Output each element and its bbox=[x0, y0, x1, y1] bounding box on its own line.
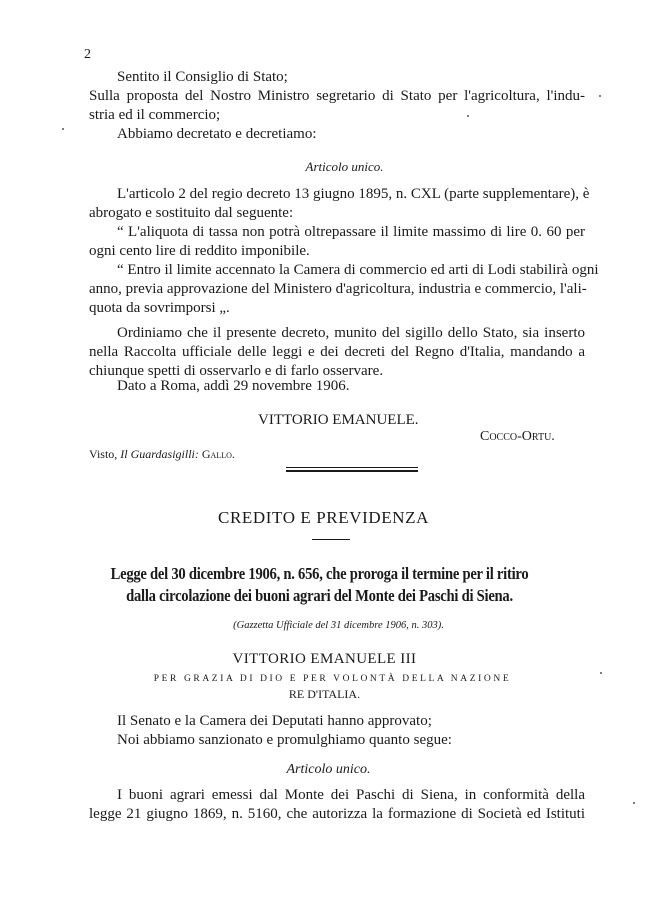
gazette-reference: (Gazzetta Ufficiale del 31 dicembre 1906, n. 303). bbox=[233, 620, 444, 631]
enacting-line-2: Noi abbiamo sanzionato e promulghiamo quanto segue: bbox=[117, 732, 452, 748]
section-title-rule bbox=[312, 539, 350, 540]
page-number: 2 bbox=[84, 47, 91, 62]
visto-name: Gallo. bbox=[201, 447, 235, 461]
law-title-line-2: dalla circolazione dei buoni agrari del Monte dei Paschi di Siena. bbox=[126, 586, 513, 605]
countersignature: Cocco-Ortu. bbox=[480, 429, 555, 444]
preamble-line-2: Sulla proposta del Nostro Ministro segretario di Stato per l'agricoltura, l'indu- bbox=[89, 88, 585, 104]
king-title: VITTORIO EMANUELE III bbox=[232, 651, 417, 667]
separator-rule-top bbox=[286, 467, 418, 468]
closing-line-1: Ordiniamo che il presente decreto, munito del sigillo dello Stato, sia inserto bbox=[117, 325, 585, 341]
law-body-line-1: I buoni agrari emessi dal Monte dei Paschi di Siena, in conformità della bbox=[117, 787, 585, 803]
body-line-7: quota da sovrimporsi „. bbox=[89, 300, 230, 316]
visto-prefix: Visto, bbox=[89, 447, 118, 461]
separator-rule-bottom bbox=[286, 470, 418, 472]
section-title: CREDITO E PREVIDENZA bbox=[218, 508, 429, 527]
closing-line-2: nella Raccolta ufficiale delle leggi e dei decreti del Regno d'Italia, mandando a bbox=[89, 344, 585, 360]
visto-line bbox=[89, 445, 235, 463]
body-line-3: “ L'aliquota di tassa non potrà oltrepassare il limite massimo di lire 0. 60 per bbox=[117, 224, 585, 240]
article-heading-2: Articolo unico. bbox=[286, 762, 371, 777]
body-line-5: “ Entro il limite accennato la Camera di commercio ed arti di Lodi stabilirà ogni bbox=[117, 262, 599, 278]
dato-line: Dato a Roma, addì 29 novembre 1906. bbox=[117, 378, 350, 394]
article-heading-1: Articolo unico. bbox=[305, 159, 384, 174]
preamble-line-1: Sentito il Consiglio di Stato; bbox=[117, 69, 288, 85]
visto-title: Il Guardasigilli: bbox=[120, 447, 199, 461]
closing-line-3: chiunque spetti di osservarlo e di farlo osservare. bbox=[89, 363, 384, 379]
enacting-line-1: Il Senato e la Camera dei Deputati hanno approvato; bbox=[117, 713, 432, 729]
law-title-line-1: Legge del 30 dicembre 1906, n. 656, che proroga il termine per il ritiro bbox=[110, 564, 529, 583]
body-line-4: ogni cento lire di reddito imponibile. bbox=[89, 243, 310, 259]
realm-line: RE D'ITALIA. bbox=[288, 687, 361, 701]
preamble-line-3: stria ed il commercio; bbox=[89, 107, 221, 123]
preamble-line-4: Abbiamo decretato e decretiamo: bbox=[117, 126, 317, 142]
king-signature: VITTORIO EMANUELE. bbox=[258, 412, 419, 428]
law-body-line-2: legge 21 giugno 1869, n. 5160, che autorizza la formazione di Società ed Istituti bbox=[89, 806, 585, 822]
body-line-6: anno, previa approvazione del Ministero d'agricoltura, industria e commercio, l'ali- bbox=[89, 281, 587, 297]
body-line-1: L'articolo 2 del regio decreto 13 giugno 1895, n. CXL (parte supplementare), è bbox=[117, 186, 590, 202]
grace-line: PER GRAZIA DI DIO E PER VOLONTÀ DELLA NAZIONE bbox=[153, 674, 512, 684]
body-line-2: abrogato e sostituito dal seguente: bbox=[89, 205, 294, 221]
